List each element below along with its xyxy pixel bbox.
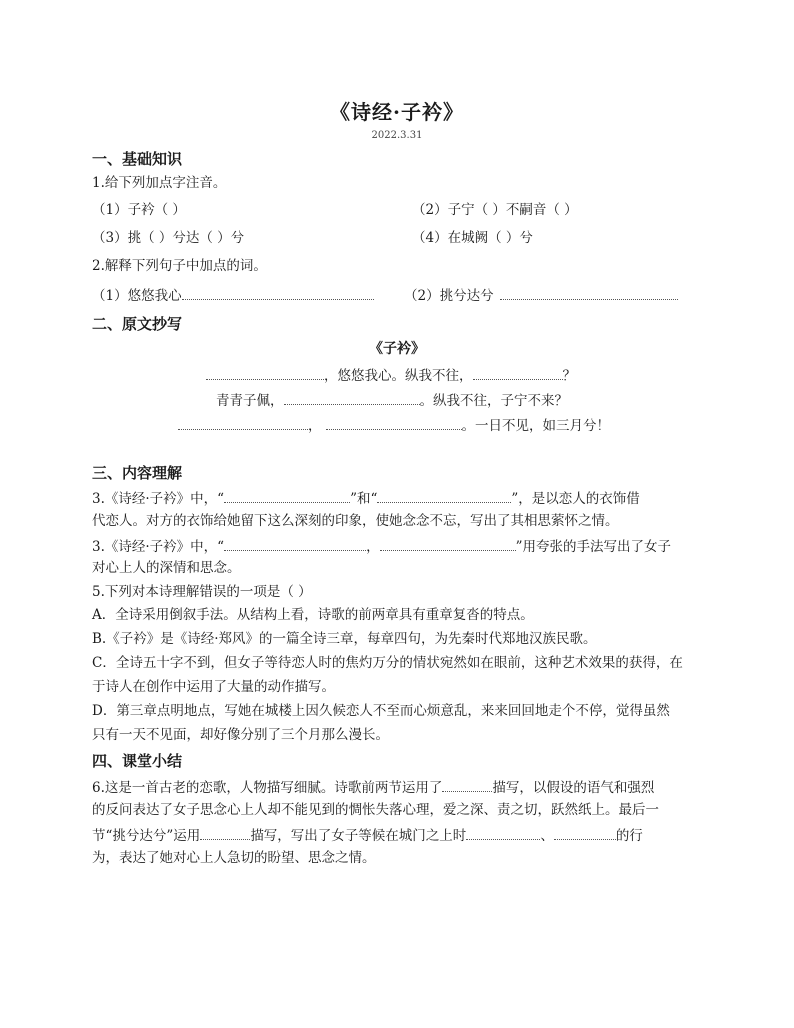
question-3b-line-2: 对心上人的深情和思念。 — [92, 560, 241, 576]
summary-line-2: 的反问表达了女子思念心上人却不能见到的惆怅失落心理，爱之深、责之切，跃然纸上。最后一 — [92, 802, 659, 818]
question-3b — [92, 536, 671, 556]
answer-blank[interactable] — [442, 777, 492, 792]
answer-blank[interactable] — [380, 536, 516, 551]
answer-blank[interactable] — [473, 365, 563, 380]
poem-line-3-text-a: ， — [308, 418, 322, 434]
answer-blank[interactable] — [326, 415, 462, 430]
poem-line-2-text-a: 青青子佩， — [216, 393, 284, 409]
answer-blank[interactable] — [224, 536, 366, 551]
answer-blank[interactable] — [200, 825, 250, 840]
summary-line-4: 为，表达了她对心上人急切的盼望、思念之情。 — [92, 850, 376, 866]
summary-text-3c: 、 — [540, 828, 554, 844]
q2-item-2-label: （2）挑兮达兮 — [404, 288, 494, 304]
poem-line-1-text-b: ？ — [562, 368, 576, 384]
poem-line-3 — [178, 414, 610, 434]
section-heading-summary: 四、课堂小结 — [92, 752, 183, 770]
date-label: 2022.3.31 — [371, 130, 423, 141]
q3a-text-2: ”和“ — [350, 491, 378, 507]
option-d-line-2: 只有一天不见面，却好像分别了三个月那么漫长。 — [92, 727, 389, 743]
q2-item-2 — [404, 285, 678, 305]
q3a-text-3: ”，是以恋人的衣饰借 — [511, 491, 640, 507]
q3a-text-1: 3.《诗经·子衿》中，“ — [92, 491, 225, 507]
answer-blank[interactable] — [224, 488, 350, 503]
poem-title: 《子衿》 — [369, 341, 425, 357]
poem-line-2 — [216, 389, 568, 409]
question-5: 5.下列对本诗理解错误的一项是（ ） — [92, 584, 312, 600]
q3b-text-2: ， — [366, 539, 380, 555]
page-title: 《诗经·子衿》 — [330, 100, 464, 124]
answer-blank[interactable] — [206, 365, 324, 380]
poem-line-3-text-b: 。一日不见，如三月兮！ — [461, 418, 610, 434]
option-a: A．全诗采用倒叙手法。从结构上看，诗歌的前两章具有重章复沓的特点。 — [92, 607, 534, 623]
option-b: B.《子衿》是《诗经·郑风》的一篇全诗三章，每章四句，为先秦时代郑地汉族民歌。 — [92, 631, 597, 647]
q2-item-1 — [92, 285, 374, 305]
answer-blank[interactable] — [554, 825, 616, 840]
q1-item-4: （4）在城阙（ ）兮 — [412, 230, 533, 246]
question-1: 1.给下列加点字注音。 — [92, 175, 227, 191]
q1-item-2: （2）子宁（ ）不嗣音（ ） — [412, 202, 578, 218]
summary-line-1 — [92, 777, 654, 797]
answer-blank[interactable] — [377, 488, 511, 503]
answer-blank[interactable] — [284, 390, 420, 405]
summary-text-1b: 描写，以假设的语气和强烈 — [492, 780, 655, 796]
summary-line-3 — [92, 825, 643, 845]
q3b-text-1: 3.《诗经·子衿》中，“ — [92, 539, 225, 555]
section-heading-understanding: 三、内容理解 — [92, 464, 183, 482]
summary-text-1a: 6.这是一首古老的恋歌，人物描写细腻。诗歌前两节运用了 — [92, 780, 443, 796]
option-c-line-2: 于诗人在创作中运用了大量的动作描写。 — [92, 679, 335, 695]
summary-text-3d: 的行 — [615, 828, 643, 844]
answer-blank[interactable] — [178, 415, 308, 430]
summary-text-3a: 节“挑兮达兮”运用 — [92, 828, 201, 844]
answer-blank[interactable] — [500, 285, 678, 300]
summary-text-3b: 描写，写出了女子等候在城门之上时 — [250, 828, 467, 844]
poem-line-1-text-a: ，悠悠我心。纵我不往， — [324, 368, 473, 384]
question-3a — [92, 488, 640, 508]
q2-item-1-label: （1）悠悠我心 — [92, 288, 182, 304]
question-2: 2.解释下列句子中加点的词。 — [92, 258, 267, 274]
answer-blank[interactable] — [466, 825, 540, 840]
answer-blank[interactable] — [182, 285, 374, 300]
q3b-text-3: ”用夸张的手法写出了女子 — [515, 539, 671, 555]
section-heading-basic: 一、基础知识 — [92, 150, 183, 168]
question-3a-line-2: 代恋人。对方的衣饰给她留下这么深刻的印象，使她念念不忘，写出了其相思萦怀之情。 — [92, 513, 619, 529]
poem-line-2-text-b: 。纵我不往，子宁不来？ — [419, 393, 568, 409]
poem-line-1 — [206, 364, 576, 384]
q1-item-1: （1）子衿（ ） — [92, 202, 186, 218]
option-c-line-1: C．全诗五十字不到，但女子等待恋人时的焦灼万分的情状宛然如在眼前，这种艺术效果的获得，在 — [92, 655, 683, 671]
q1-item-3: （3）挑（ ）兮达（ ）兮 — [92, 230, 245, 246]
section-heading-copy: 二、原文抄写 — [92, 315, 183, 333]
option-d-line-1: D．第三章点明地点，写她在城楼上因久候恋人不至而心烦意乱，来来回回地走个不停，觉得虽然 — [92, 703, 670, 719]
